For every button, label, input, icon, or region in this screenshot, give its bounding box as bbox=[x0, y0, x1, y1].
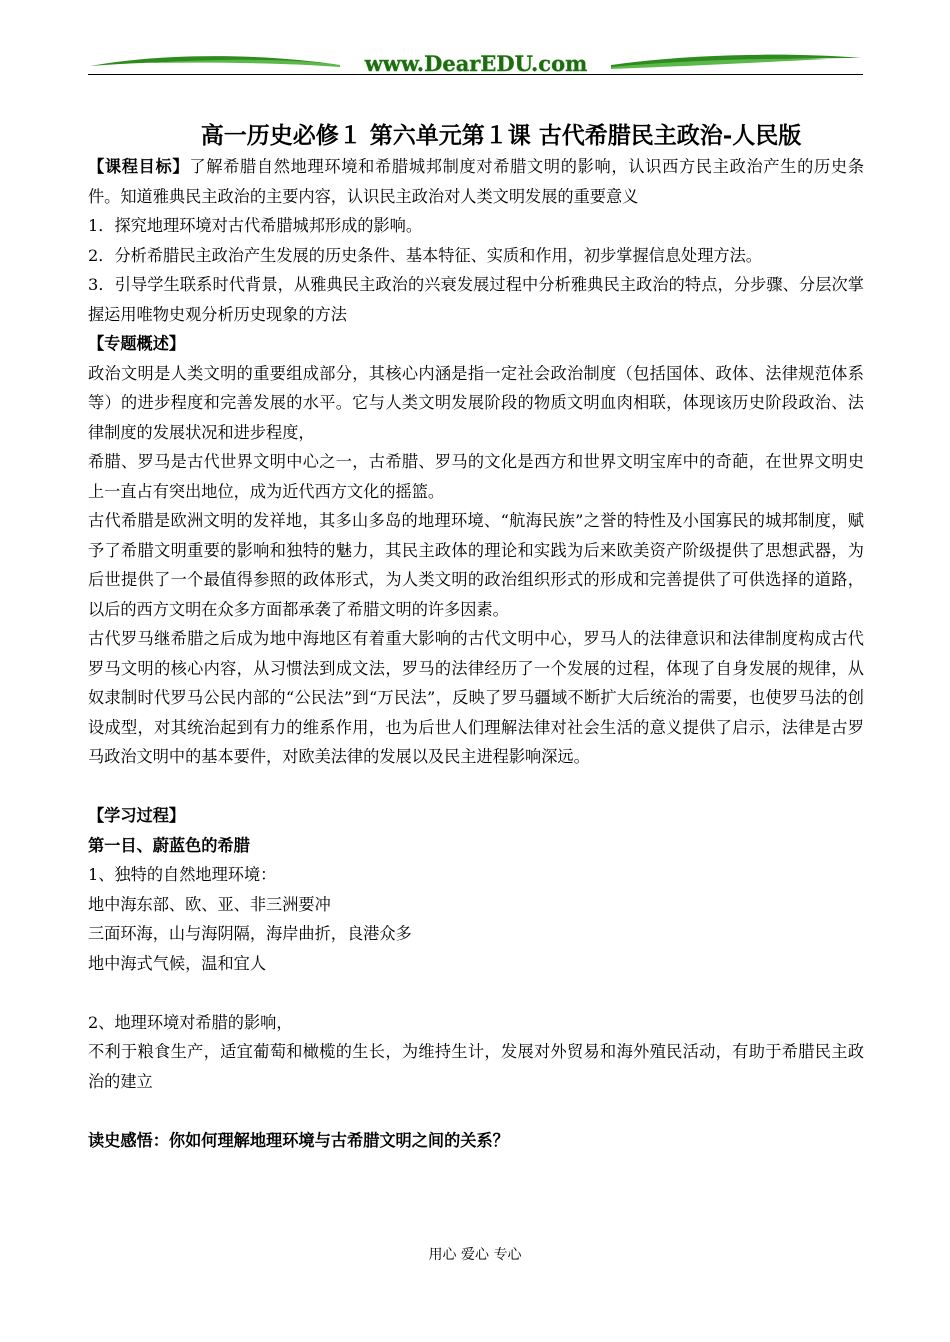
site-url-text: www.DearEDU.com bbox=[364, 51, 588, 76]
overview-label: 【专题概述】 bbox=[88, 334, 186, 353]
objectives-text: 了解希腊自然地理环境和希腊城邦制度对希腊文明的影响，认识西方民主政治产生的历史条件。知道雅典民主政治的主要内容，认识民主政治对人类文明发展的重要意义 bbox=[88, 157, 865, 206]
header-divider bbox=[88, 74, 863, 75]
geo-line-1: 地中海东部、欧、亚、非三洲要冲 bbox=[88, 894, 331, 914]
page-footer: 用心 爱心 专心 bbox=[428, 1247, 522, 1263]
process-label: 【学习过程】 bbox=[88, 806, 186, 825]
overview-paragraph-2: 希腊、罗马是古代世界文明中心之一，古希腊、罗马的文化是西方和世界文明宝库中的奇葩，在世界文明史上一直占有突出地位，成为近代西方文化的摇篮。 bbox=[88, 452, 864, 501]
overview-paragraph-3: 古代希腊是欧洲文明的发祥地，其多山多岛的地理环境、“航海民族”之誉的特性及小国寡民的城邦制度，赋予了希腊文明重要的影响和独特的魅力，其民主政体的理论和实践为后来欧美资产阶级提供了思想武器，为后世提供了一个最值得参照的政体形式，为人类文明的政治组织形式的形成和完善提供了可供选择的道路，以后的西方文明在众多方面都承袭了希腊文明的许多因素。 bbox=[88, 511, 864, 619]
objectives-label: 【课程目标】 bbox=[88, 157, 190, 176]
objective-item-2: 2．分析希腊民主政治产生发展的历史条件、基本特征、实质和作用，初步掌握信息处理方法。 bbox=[88, 245, 762, 265]
section-title: 第一目、蔚蓝色的希腊 bbox=[88, 835, 250, 855]
objective-item-1: 1．探究地理环境对古代希腊城邦形成的影响。 bbox=[88, 216, 423, 235]
objective-item-3: 3．引导学生联系时代背景，从雅典民主政治的兴衰发展过程中分析雅典民主政治的特点，分步骤、分层次掌握运用唯物史观分析历史现象的方法 bbox=[88, 275, 864, 324]
reflection-question: 读史感悟：你如何理解地理环境与古希腊文明之间的关系？ bbox=[88, 1130, 509, 1150]
overview-paragraph-1: 政治文明是人类文明的重要组成部分，其核心内涵是指一定社会政治制度（包括国体、政体、法律规范体系等）的进步程度和完善发展的水平。它与人类文明发展阶段的物质文明血肉相联，体现该历史阶段政治、法律制度的发展状况和进步程度， bbox=[88, 363, 864, 442]
objectives-paragraph bbox=[88, 152, 864, 211]
document-body bbox=[88, 92, 864, 1155]
page-title: 高一历史必修１ 第六单元第１课 古代希腊民主政治-人民版 bbox=[200, 122, 802, 149]
geo-line-2: 三面环海，山与海阴隔，海岸曲折，良港众多 bbox=[88, 924, 412, 943]
overview-paragraph-4: 古代罗马继希腊之后成为地中海地区有着重大影响的古代文明中心，罗马人的法律意识和法律制度构成古代罗马文明的核心内容，从习惯法到成文法，罗马的法律经历了一个发展的过程，体现了自身发展的规律，从奴隶制时代罗马公民内部的“公民法”到“万民法”，反映了罗马疆域不断扩大后统治的需要，也使罗马法的创设成型，对其统治起到有力的维系作用，也为后世人们理解法律对社会生活的意义提供了启示，法律是古罗马政治文明中的基本要件，对欧美法律的发展以及民主进程影响深远。 bbox=[88, 629, 864, 766]
geo-line-3: 地中海式气候，温和宜人 bbox=[88, 953, 267, 973]
subsection-2-title: 2、地理环境对希腊的影响， bbox=[88, 1012, 293, 1032]
spacer bbox=[88, 978, 864, 1008]
spacer bbox=[88, 1096, 864, 1126]
subsection-1-title: 1、独特的自然地理环境： bbox=[88, 865, 277, 884]
spacer bbox=[88, 772, 864, 802]
influence-text: 不利于粮食生产，适宜葡萄和橄榄的生长，为维持生计，发展对外贸易和海外殖民活动，有助于希腊民主政治的建立 bbox=[88, 1042, 864, 1091]
